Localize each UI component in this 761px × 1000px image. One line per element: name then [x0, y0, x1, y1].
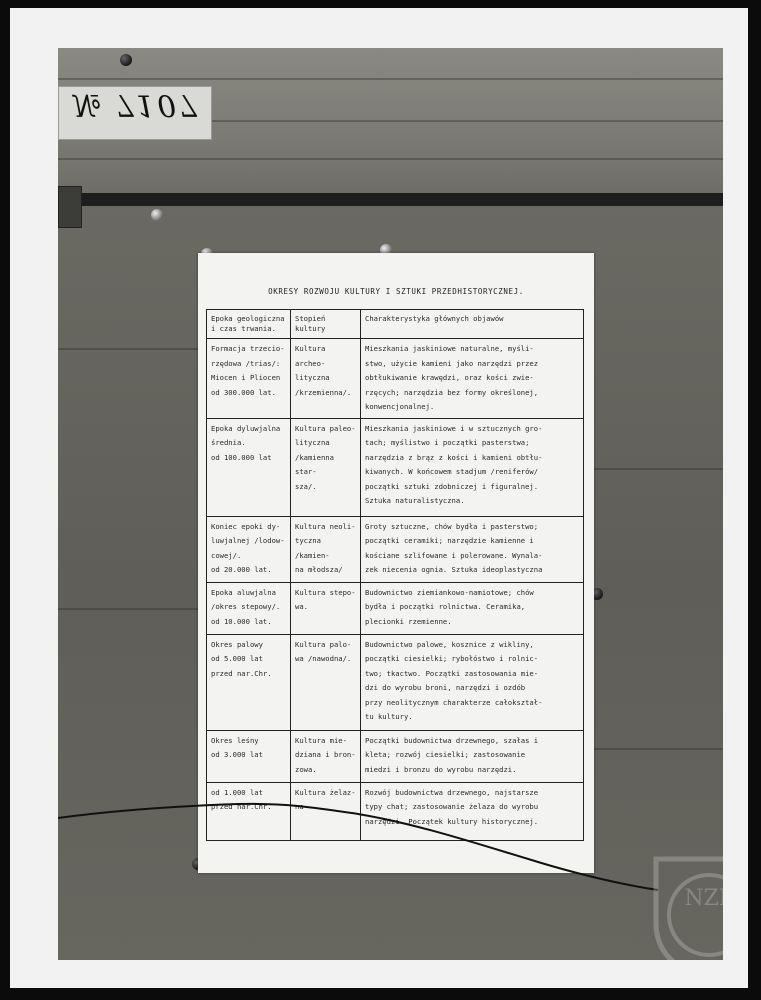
archive-number: № 7107: [73, 87, 200, 122]
glass-plate-crack: [58, 48, 734, 960]
table-cell: Budownictwo palowe, kosznice z wikliny, początki ciesielki; rybołóstwo i rolnic- two; tkactwo. Początki zastosowania mie- dzi do wyrobu broni, narzędzi i ozdób przy neolitycznym charakterze całokształ- tu kultury.: [361, 634, 584, 730]
table-header: Stopień kultury: [291, 310, 361, 339]
table-cell: Mieszkania jaskiniowe i w sztucznych gro- tach; myślistwo i początki pasterstwa; narzędzia z brąz z kości i kamieni obtłu- kiwanych. W końcowem stadjum /reniferów/ początki sztuki zdobniczej i figuralnej. Sztuka naturalistyczna.: [361, 418, 584, 516]
stamp-letter-n: NZP: [684, 886, 734, 911]
table-cell: Początki budownictwa drzewnego, szałas i kleta; rozwój ciesielki; zastosowanie miedzi i bronzu do wyrobu narzędzi.: [361, 730, 584, 782]
institution-stamp: [650, 853, 734, 960]
photograph: [58, 48, 734, 960]
table-cell: Kultura paleo- lityczna /kamienna star- sza/.: [291, 418, 361, 516]
table-cell: Koniec epoki dy- luwjalnej /lodow- cowej/. od 20.000 lat.: [207, 516, 291, 582]
table-cell: Okres leśny od 3.000 lat: [207, 730, 291, 782]
table-cell: Groty sztuczne, chów bydła i pasterstwo; początki ceramiki; narzędzie kamienne i kościane szlifowane i polerowane. Wynala- zek niecenia ognia. Sztuka ideoplastyczna: [361, 516, 584, 582]
table-cell: Okres palowy od 5.000 lat przed nar.Chr.: [207, 634, 291, 730]
table-cell: Formacja trzecio- rzędowa /trias/: Miocen i Pliocen od 300.000 lat.: [207, 339, 291, 419]
table-cell: Mieszkania jaskiniowe naturalne, myśli- stwo, użycie kamieni jako narzędzi przez obtłukiwanie krawędzi, oraz kości zwie- rzęcych; narzędzia bez formy określonej, konwencjonalnej.: [361, 339, 584, 419]
table-cell: od 1.000 lat przed nar.Chr.: [207, 782, 291, 840]
table-cell: Epoka dyluwjalna średnia. od 100.000 lat: [207, 418, 291, 516]
table-cell: Epoka aluwjalna /okres stepowy/. od 10.000 lat.: [207, 582, 291, 634]
table-cell: Kultura neoli- tyczna /kamien- na młodsza/: [291, 516, 361, 582]
table-cell: Kultura żelaz- na: [291, 782, 361, 840]
table-cell: Budownictwo ziemiankowo-namiotowe; chów bydła i początki rolnictwa. Ceramika, plecionki rzemienne.: [361, 582, 584, 634]
table-cell: Kultura mie- dziana i bron- zowa.: [291, 730, 361, 782]
table-cell: Kultura palo- wa /nawodna/.: [291, 634, 361, 730]
table-cell: Kultura stepo- wa.: [291, 582, 361, 634]
photo-plate: [10, 8, 748, 988]
table-cell: Kultura archeo- lityczna /krzemienna/.: [291, 339, 361, 419]
table-cell: Rozwój budownictwa drzewnego, najstarsze typy chat; zastosowanie żelaza do wyrobu narzędzi. Początek kultury historycznej.: [361, 782, 584, 840]
table-header: Epoka geologiczna i czas trwania.: [207, 310, 291, 339]
poster-title: OKRESY ROZWOJU KULTURY I SZTUKI PRZEDHISTORYCZNEJ.: [268, 287, 524, 296]
table-header: Charakterystyka głównych objawów: [361, 310, 584, 339]
